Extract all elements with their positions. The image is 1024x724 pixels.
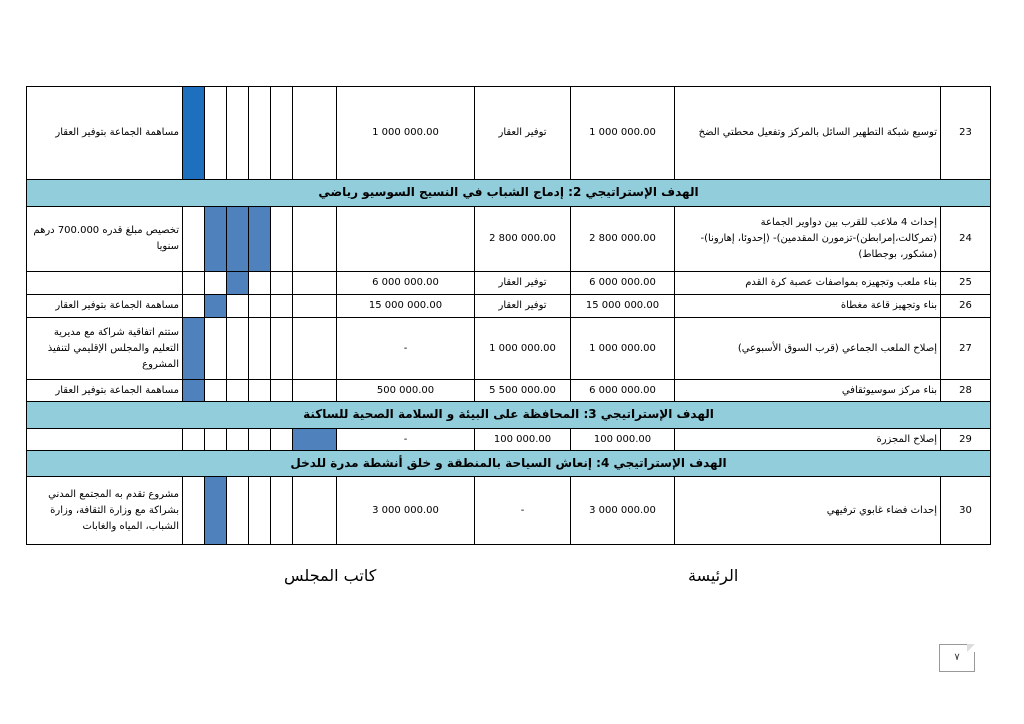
timeline-cell <box>183 318 205 380</box>
project-cell: بناء ملعب وتجهيزه بمواصفات عصبة كرة القدم <box>675 272 941 295</box>
commune-cell: توفير العقار <box>475 295 571 318</box>
timeline-cell <box>227 380 249 402</box>
timeline-cell <box>249 295 271 318</box>
timeline-cell <box>293 295 337 318</box>
project-cell: إحداث فضاء غابوي ترفيهي <box>675 477 941 545</box>
commune-cell: توفير العقار <box>475 87 571 180</box>
table-row <box>27 318 991 380</box>
section-header <box>27 180 991 207</box>
timeline-cell <box>205 272 227 295</box>
secretary-signature-label: كاتب المجلس <box>284 566 377 585</box>
timeline-cell <box>271 207 293 272</box>
commune-cell: 5 500 000.00 <box>475 380 571 402</box>
table-row <box>27 87 991 180</box>
president-signature-label: الرئيسة <box>688 566 739 585</box>
project-cell: بناء مركز سوسيوثقافي <box>675 380 941 402</box>
row-number: 27 <box>941 318 991 380</box>
notes-cell: مساهمة الجماعة بتوفير العقار <box>27 380 183 402</box>
timeline-cell <box>271 477 293 545</box>
commune-cell: 1 000 000.00 <box>475 318 571 380</box>
section-title: الهدف الإستراتيجي 2: إدماج الشباب في النسيج السوسيو رياضي <box>27 180 991 207</box>
project-cell: إصلاح المجزرة <box>675 429 941 451</box>
project-cell: إحداث 4 ملاعب للقرب بين دواوير الجماعة (تمركالت،إمرابطن)-تزمورن المقدمين)- (إحدوئا، إهارونا)-(مشكور، بوجطاط) <box>675 207 941 272</box>
timeline-cell <box>271 318 293 380</box>
timeline-cell <box>293 429 337 451</box>
commune-cell: توفير العقار <box>475 272 571 295</box>
timeline-cell <box>227 477 249 545</box>
row-number: 30 <box>941 477 991 545</box>
timeline-cell <box>293 272 337 295</box>
timeline-cell <box>249 477 271 545</box>
row-number: 24 <box>941 207 991 272</box>
timeline-cell <box>205 429 227 451</box>
partners-cell: - <box>337 429 475 451</box>
timeline-cell <box>249 380 271 402</box>
timeline-cell <box>183 380 205 402</box>
timeline-cell <box>205 318 227 380</box>
timeline-cell <box>271 272 293 295</box>
table-row <box>27 429 991 451</box>
partners-cell: 6 000 000.00 <box>337 272 475 295</box>
page-number: ٧ <box>939 644 975 672</box>
section-header <box>27 451 991 477</box>
timeline-cell <box>227 295 249 318</box>
section-header <box>27 402 991 429</box>
row-number: 26 <box>941 295 991 318</box>
timeline-cell <box>183 429 205 451</box>
row-number: 25 <box>941 272 991 295</box>
timeline-cell <box>249 207 271 272</box>
commune-cell: 100 000.00 <box>475 429 571 451</box>
timeline-cell <box>205 87 227 180</box>
table-row <box>27 295 991 318</box>
timeline-cell <box>271 87 293 180</box>
notes-cell <box>27 429 183 451</box>
cost-cell: 15 000 000.00 <box>571 295 675 318</box>
commune-cell: - <box>475 477 571 545</box>
table-row <box>27 380 991 402</box>
partners-cell: - <box>337 318 475 380</box>
table-row <box>27 207 991 272</box>
partners-cell: 15 000 000.00 <box>337 295 475 318</box>
commune-cell: 2 800 000.00 <box>475 207 571 272</box>
timeline-cell <box>205 477 227 545</box>
timeline-cell <box>227 318 249 380</box>
notes-cell: ستتم اتفاقية شراكة مع مديرية التعليم والمجلس الإقليمي لتنفيذ المشروع <box>27 318 183 380</box>
notes-cell <box>27 272 183 295</box>
timeline-cell <box>183 295 205 318</box>
table-row <box>27 272 991 295</box>
timeline-cell <box>293 207 337 272</box>
timeline-cell <box>271 429 293 451</box>
timeline-cell <box>183 87 205 180</box>
cost-cell: 3 000 000.00 <box>571 477 675 545</box>
timeline-cell <box>205 380 227 402</box>
row-number: 23 <box>941 87 991 180</box>
timeline-cell <box>227 429 249 451</box>
section-title: الهدف الإستراتيجي 4: إنعاش السياحة بالمنطقة و خلق أنشطة مدرة للدخل <box>27 451 991 477</box>
timeline-cell <box>227 207 249 272</box>
timeline-cell <box>293 318 337 380</box>
notes-cell: مساهمة الجماعة بتوفير العقار <box>27 295 183 318</box>
cost-cell: 1 000 000.00 <box>571 87 675 180</box>
timeline-cell <box>249 318 271 380</box>
project-cell: إصلاح الملعب الجماعي (قرب السوق الأسبوعي) <box>675 318 941 380</box>
row-number: 28 <box>941 380 991 402</box>
project-cell: بناء وتجهيز قاعة مغطاة <box>675 295 941 318</box>
timeline-cell <box>183 272 205 295</box>
row-number: 29 <box>941 429 991 451</box>
timeline-cell <box>205 207 227 272</box>
notes-cell: مشروع تقدم به المجتمع المدني بشراكة مع وزارة الثقافة، وزارة الشباب، المياه والغابات <box>27 477 183 545</box>
cost-cell: 6 000 000.00 <box>571 380 675 402</box>
cost-cell: 100 000.00 <box>571 429 675 451</box>
cost-cell: 1 000 000.00 <box>571 318 675 380</box>
timeline-cell <box>249 429 271 451</box>
partners-cell: 1 000 000.00 <box>337 87 475 180</box>
timeline-cell <box>227 272 249 295</box>
notes-cell: مساهمة الجماعة بتوفير العقار <box>27 87 183 180</box>
timeline-cell <box>183 477 205 545</box>
timeline-cell <box>271 380 293 402</box>
cost-cell: 6 000 000.00 <box>571 272 675 295</box>
partners-cell: 500 000.00 <box>337 380 475 402</box>
cost-cell: 2 800 000.00 <box>571 207 675 272</box>
section-title: الهدف الإستراتيجي 3: المحافظة على البيئة و السلامة الصحية للساكنة <box>27 402 991 429</box>
projects-table <box>26 86 991 545</box>
project-cell: توسيع شبكة التطهير السائل بالمركز وتفعيل محطتي الضخ <box>675 87 941 180</box>
timeline-cell <box>293 87 337 180</box>
timeline-cell <box>249 272 271 295</box>
timeline-cell <box>227 87 249 180</box>
partners-cell: 3 000 000.00 <box>337 477 475 545</box>
partners-cell <box>337 207 475 272</box>
notes-cell: تخصيص مبلغ قدره 700.000 درهم سنويا <box>27 207 183 272</box>
timeline-cell <box>293 477 337 545</box>
table-row <box>27 477 991 545</box>
timeline-cell <box>249 87 271 180</box>
timeline-cell <box>293 380 337 402</box>
timeline-cell <box>183 207 205 272</box>
timeline-cell <box>205 295 227 318</box>
timeline-cell <box>271 295 293 318</box>
